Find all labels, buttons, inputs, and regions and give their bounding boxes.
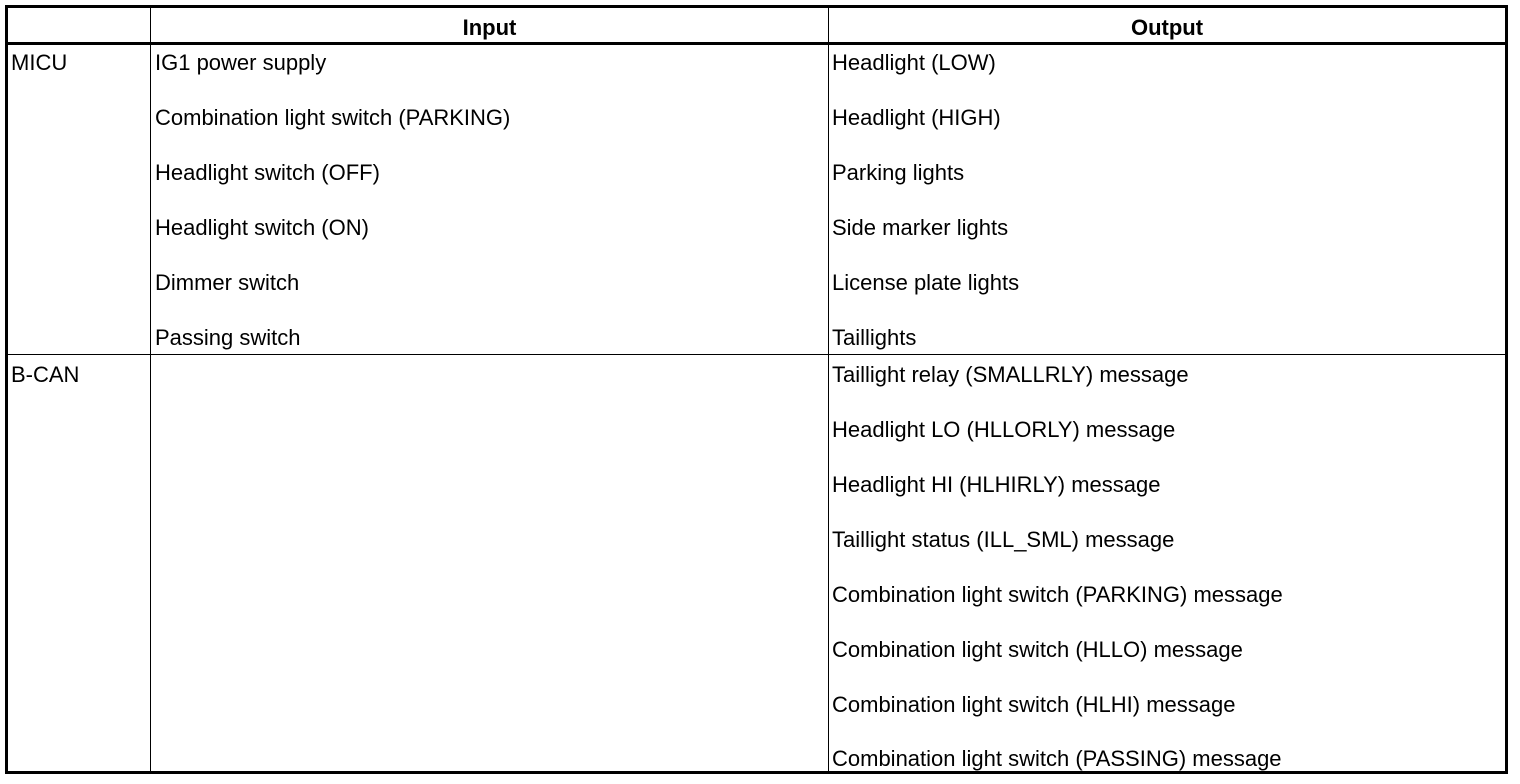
micu-output: Headlight (LOW): [832, 50, 996, 75]
io-table: [5, 5, 1508, 774]
micu-input: Passing switch: [155, 325, 301, 350]
micu-output: Side marker lights: [832, 215, 1009, 240]
bcan-output: Headlight LO (HLLORLY) message: [832, 417, 1176, 442]
bcan-output: Combination light switch (PARKING) message: [832, 582, 1283, 607]
micu-output: Parking lights: [832, 160, 965, 185]
micu-input: Headlight switch (ON): [155, 215, 369, 240]
bcan-output: Headlight HI (HLHIRLY) message: [832, 472, 1161, 497]
micu-output: License plate lights: [832, 270, 1020, 295]
column-divider-2: [828, 8, 829, 771]
column-divider-1: [150, 8, 151, 771]
micu-input: Combination light switch (PARKING): [155, 105, 511, 130]
header-divider: [8, 42, 1505, 45]
micu-output: Headlight (HIGH): [832, 105, 1001, 130]
micu-output: Taillights: [832, 325, 917, 350]
micu-input: Headlight switch (OFF): [155, 160, 380, 185]
header-input: Input: [462, 15, 517, 40]
micu-input: Dimmer switch: [155, 270, 300, 295]
bcan-output: Combination light switch (HLLO) message: [832, 637, 1243, 662]
bcan-output: Taillight status (ILL_SML) message: [832, 527, 1175, 552]
header-output: Output: [1130, 15, 1204, 40]
bcan-output: Combination light switch (HLHI) message: [832, 692, 1236, 717]
bcan-output: Combination light switch (PASSING) message: [832, 746, 1282, 771]
row-label-bcan: B-CAN: [11, 362, 80, 387]
row-label-micu: MICU: [11, 50, 68, 75]
micu-input: IG1 power supply: [155, 50, 327, 75]
row-divider: [8, 354, 1505, 355]
bcan-output: Taillight relay (SMALLRLY) message: [832, 362, 1189, 387]
